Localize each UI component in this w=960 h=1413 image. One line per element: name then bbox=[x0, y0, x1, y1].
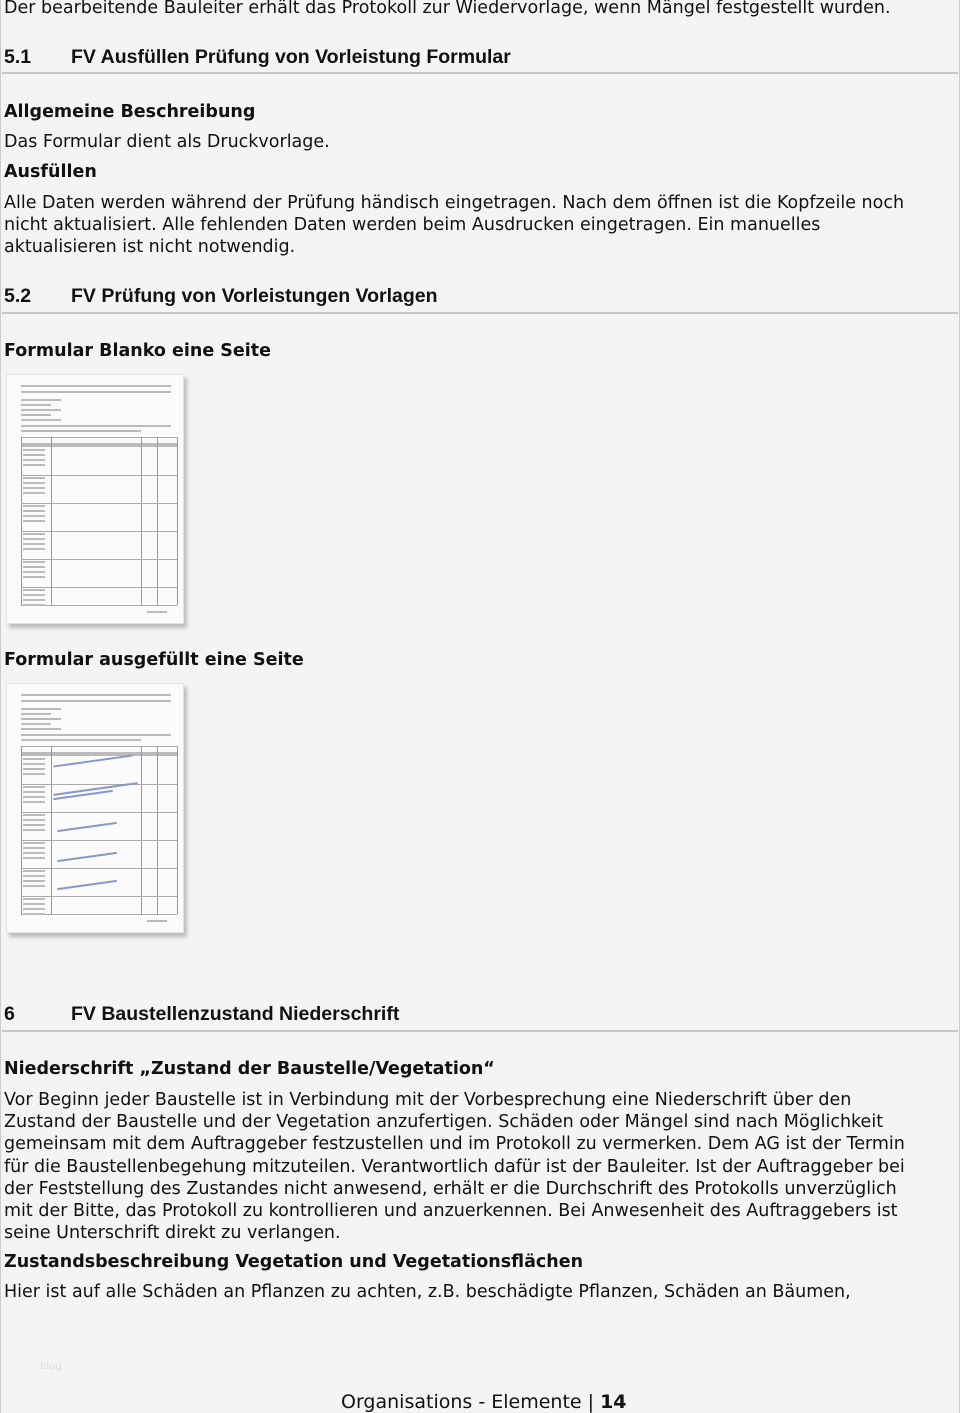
section-heading-5-2 bbox=[4, 285, 438, 308]
form-mark bbox=[23, 599, 45, 601]
subheading: Niederschrift „Zustand der Baustelle/Vegetation“ bbox=[4, 1059, 495, 1079]
form-mark bbox=[23, 913, 45, 915]
subheading: Formular ausgefüllt eine Seite bbox=[4, 650, 304, 670]
form-mark bbox=[23, 801, 45, 803]
form-mark bbox=[53, 754, 132, 767]
form-thumbnail-filled bbox=[6, 683, 184, 933]
form-mark bbox=[21, 437, 177, 438]
form-mark bbox=[21, 700, 171, 702]
form-mark bbox=[23, 589, 45, 591]
form-mark bbox=[21, 718, 61, 720]
form-mark bbox=[23, 829, 45, 831]
form-mark bbox=[21, 713, 51, 715]
form-mark bbox=[23, 520, 45, 522]
form-mark bbox=[23, 454, 45, 456]
form-mark bbox=[23, 852, 45, 854]
form-mark bbox=[21, 752, 177, 756]
form-mark bbox=[157, 746, 158, 914]
form-mark bbox=[23, 510, 45, 512]
line: seine Unterschrift direkt zu verlangen. bbox=[4, 1223, 341, 1244]
line: Zustand der Baustelle und der Vegetation anzufertigen. Schäden oder Mängel sind nach Möglichkeit bbox=[4, 1112, 884, 1133]
form-mark bbox=[23, 459, 45, 461]
form-mark bbox=[21, 419, 61, 421]
form-mark bbox=[23, 885, 45, 887]
form-mark bbox=[23, 857, 45, 859]
form-mark bbox=[23, 791, 45, 793]
form-mark bbox=[23, 786, 45, 788]
form-mark bbox=[21, 723, 51, 725]
form-mark bbox=[23, 487, 45, 489]
form-mark bbox=[23, 870, 45, 872]
form-mark bbox=[23, 543, 45, 545]
paragraph bbox=[4, 1089, 954, 1244]
form-mark bbox=[23, 819, 45, 821]
form-mark bbox=[21, 694, 171, 696]
form-mark bbox=[23, 515, 45, 517]
form-mark bbox=[21, 391, 171, 393]
form-mark bbox=[23, 594, 45, 596]
form-mark bbox=[21, 868, 177, 869]
form-mark bbox=[23, 763, 45, 765]
form-mark bbox=[21, 784, 177, 785]
form-mark bbox=[23, 768, 45, 770]
form-mark bbox=[21, 746, 22, 914]
line: nicht aktualisiert. Alle fehlenden Daten werden beim Ausdrucken eingetragen. Ein manuelles bbox=[4, 215, 821, 236]
form-mark bbox=[21, 404, 51, 406]
form-mark bbox=[21, 503, 177, 504]
form-mark bbox=[23, 875, 45, 877]
form-mark bbox=[21, 414, 51, 416]
watermark: blog bbox=[40, 1361, 62, 1372]
form-mark bbox=[23, 464, 45, 466]
line: gemeinsam mit dem Auftraggeber festzustellen und im Protokoll zu vermerken. Dem AG ist der Termin bbox=[4, 1134, 905, 1155]
section-heading-6 bbox=[4, 1003, 399, 1026]
form-mark bbox=[157, 437, 158, 605]
form-mark bbox=[23, 533, 45, 535]
form-mark bbox=[23, 561, 45, 563]
line: für die Baustellenbegehung mitzuteilen. Verantwortlich dafür ist der Bauleiter. Ist der Auftraggeber bei bbox=[4, 1156, 905, 1177]
form-mark bbox=[23, 505, 45, 507]
form-mark bbox=[21, 399, 61, 401]
form-mark bbox=[23, 898, 45, 900]
form-mark bbox=[23, 796, 45, 798]
page-number: 14 bbox=[600, 1391, 627, 1413]
section-heading-5-1 bbox=[4, 46, 511, 69]
form-mark bbox=[141, 746, 142, 914]
form-mark bbox=[21, 430, 141, 432]
form-mark bbox=[21, 443, 177, 447]
form-mark bbox=[23, 903, 45, 905]
form-mark bbox=[23, 449, 45, 451]
form-mark bbox=[21, 425, 171, 427]
divider bbox=[2, 72, 958, 74]
subheading: Zustandsbeschreibung Vegetation und Vegetationsflächen bbox=[4, 1252, 584, 1272]
page-edge-left bbox=[0, 0, 1, 1413]
form-mark bbox=[177, 437, 178, 605]
form-mark bbox=[21, 475, 177, 476]
form-mark bbox=[23, 814, 45, 816]
paragraph: Das Formular dient als Druckvorlage. bbox=[4, 132, 330, 152]
form-mark bbox=[177, 746, 178, 914]
form-mark bbox=[21, 896, 177, 897]
section-title: FV Baustellenzustand Niederschrift bbox=[71, 1003, 400, 1025]
form-mark bbox=[21, 734, 171, 736]
form-mark bbox=[21, 559, 177, 560]
paragraph: Hier ist auf alle Schäden an Pflanzen zu achten, z.B. beschädigte Pflanzen, Schäden an Bäumen, bbox=[4, 1282, 851, 1302]
line: mit der Bitte, das Protokoll zu kontrollieren und anzuerkennen. Bei Anwesenheit des Auftraggebers ist bbox=[4, 1201, 898, 1222]
line: Vor Beginn jeder Baustelle ist in Verbindung mit der Vorbesprechung eine Niederschrift über den bbox=[4, 1090, 852, 1110]
form-mark bbox=[23, 566, 45, 568]
form-mark bbox=[53, 790, 113, 800]
section-number: 5.2 bbox=[4, 285, 32, 307]
form-mark bbox=[21, 587, 177, 588]
form-mark bbox=[21, 728, 61, 730]
form-mark bbox=[23, 482, 45, 484]
form-mark bbox=[141, 437, 142, 605]
form-mark bbox=[21, 739, 141, 741]
subheading: Ausfüllen bbox=[4, 162, 97, 182]
form-mark bbox=[23, 538, 45, 540]
form-mark bbox=[23, 604, 45, 606]
section-title: FV Ausfüllen Prüfung von Vorleistung Formular bbox=[71, 46, 511, 68]
form-mark bbox=[23, 548, 45, 550]
form-mark bbox=[23, 492, 45, 494]
form-mark bbox=[23, 773, 45, 775]
intro-text: Der bearbeitende Bauleiter erhält das Protokoll zur Wiedervorlage, wenn Mängel festgestellt wurden. bbox=[4, 0, 891, 18]
form-thumbnail-blank bbox=[6, 374, 184, 624]
form-mark bbox=[21, 531, 177, 532]
section-number: 5.1 bbox=[4, 46, 32, 68]
paragraph bbox=[4, 192, 954, 259]
form-mark bbox=[21, 385, 171, 387]
form-mark bbox=[23, 824, 45, 826]
page-footer bbox=[341, 1391, 627, 1413]
section-number: 6 bbox=[4, 1003, 15, 1025]
line: Alle Daten werden während der Prüfung händisch eingetragen. Nach dem öffnen ist die Kopfzeile noch bbox=[4, 193, 905, 213]
divider bbox=[2, 1030, 958, 1032]
form-mark bbox=[23, 842, 45, 844]
form-mark bbox=[23, 758, 45, 760]
section-title: FV Prüfung von Vorleistungen Vorlagen bbox=[71, 285, 438, 307]
line: der Feststellung des Zustandes nicht anwesend, erhält er die Durchschrift des Protokolls unverzüglich bbox=[4, 1178, 897, 1199]
form-mark bbox=[147, 920, 167, 922]
form-mark bbox=[57, 822, 117, 832]
form-mark bbox=[21, 746, 177, 747]
form-mark bbox=[23, 908, 45, 910]
form-mark bbox=[23, 880, 45, 882]
form-mark bbox=[21, 812, 177, 813]
subheading: Formular Blanko eine Seite bbox=[4, 341, 272, 361]
form-mark bbox=[21, 708, 61, 710]
form-mark bbox=[57, 880, 117, 890]
form-mark bbox=[21, 409, 61, 411]
form-mark bbox=[23, 571, 45, 573]
divider bbox=[2, 312, 958, 314]
form-mark bbox=[21, 840, 177, 841]
subheading: Allgemeine Beschreibung bbox=[4, 102, 256, 122]
form-mark bbox=[57, 852, 117, 862]
line: aktualisieren ist nicht notwendig. bbox=[4, 237, 296, 258]
footer-title: Organisations - Elemente | bbox=[341, 1391, 601, 1413]
form-mark bbox=[51, 437, 52, 605]
form-mark bbox=[21, 437, 22, 605]
form-mark bbox=[23, 477, 45, 479]
form-mark bbox=[23, 847, 45, 849]
form-mark bbox=[23, 576, 45, 578]
form-mark bbox=[147, 611, 167, 613]
form-mark bbox=[51, 746, 52, 914]
